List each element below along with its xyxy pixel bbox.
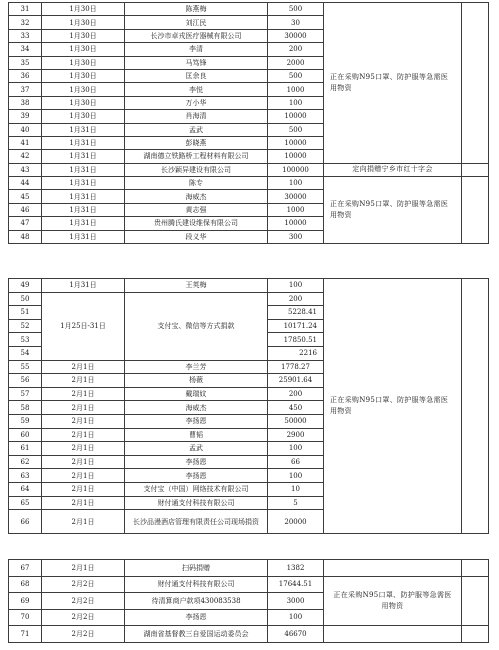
row-number: 34	[9, 43, 42, 56]
amount-cell: 2000	[268, 56, 324, 69]
date-cell: 1月30日	[42, 96, 125, 109]
donor-cell: 李清	[125, 43, 268, 56]
date-cell: 2月1日	[42, 442, 125, 456]
donor-cell: 刘江民	[125, 16, 268, 29]
date-cell: 2月1日	[42, 496, 125, 510]
donor-cell: 段义华	[125, 230, 268, 243]
group-date: 1月25日-31日	[42, 292, 125, 360]
date-cell: 2月1日	[42, 360, 125, 374]
row-number: 62	[9, 455, 42, 469]
amount-cell: 20000	[268, 510, 324, 534]
donor-cell: 陈燕梅	[125, 3, 268, 16]
row-number: 42	[9, 150, 42, 163]
date-cell: 2月1日	[42, 469, 125, 483]
amount-cell: 50000	[268, 414, 324, 428]
row-number: 53	[9, 333, 42, 347]
amount-cell: 200	[268, 43, 324, 56]
amount-cell: 1778.27	[268, 360, 324, 374]
amount-cell: 5228.41	[268, 306, 324, 320]
donation-table-page-2	[8, 278, 489, 534]
donor-cell: 李扬恩	[125, 469, 268, 483]
row-number: 64	[9, 482, 42, 496]
date-cell: 1月31日	[42, 163, 125, 176]
donor-cell: 支付宝（中国）网络技术有限公司	[125, 482, 268, 496]
extra-cell	[462, 177, 489, 244]
use-cell	[324, 560, 462, 577]
date-cell: 1月31日	[42, 279, 125, 293]
extra-cell	[462, 163, 489, 176]
amount-cell: 1000	[268, 203, 324, 216]
date-cell: 1月31日	[42, 190, 125, 203]
donor-cell: 长沙品漫酒店管理有限责任公司现场捐资	[125, 510, 268, 534]
date-cell: 1月31日	[42, 123, 125, 136]
amount-cell: 100000	[268, 163, 324, 176]
amount-cell: 500	[268, 69, 324, 82]
date-cell: 1月30日	[42, 69, 125, 82]
date-cell: 2月1日	[42, 374, 125, 388]
donor-cell: 彭晓燕	[125, 136, 268, 149]
extra-cell	[462, 3, 489, 164]
row-number: 52	[9, 319, 42, 333]
amount-cell: 5	[268, 496, 324, 510]
row-number: 57	[9, 387, 42, 401]
donor-cell: 长沙市卓戎医疗器械有限公司	[125, 29, 268, 42]
row-number: 67	[9, 560, 42, 577]
use-cell	[324, 626, 462, 643]
donor-cell: 财付通支付科技有限公司	[125, 496, 268, 510]
row-number: 39	[9, 110, 42, 123]
donor-cell: 扫码捐赠	[125, 560, 268, 577]
row-number: 68	[9, 576, 42, 593]
donor-cell: 杨薇	[125, 374, 268, 388]
amount-cell: 10000	[268, 136, 324, 149]
donor-cell: 孟武	[125, 442, 268, 456]
donor-cell: 湖南省基督教三自爱国运动委员会	[125, 626, 268, 643]
row-number: 54	[9, 346, 42, 360]
amount-cell: 1000	[268, 83, 324, 96]
row-number: 35	[9, 56, 42, 69]
amount-cell: 100	[268, 442, 324, 456]
use-cell: 正在采购N95口罩、防护服等急需医用物资	[324, 279, 462, 534]
row-number: 58	[9, 401, 42, 415]
amount-cell: 17850.51	[268, 333, 324, 347]
row-number: 51	[9, 306, 42, 320]
row-number: 41	[9, 136, 42, 149]
table-row	[9, 279, 489, 293]
donor-cell: 王英梅	[125, 279, 268, 293]
amount-cell: 1382	[268, 560, 324, 577]
date-cell: 2月2日	[42, 609, 125, 626]
amount-cell: 30000	[268, 29, 324, 42]
amount-cell: 10000	[268, 150, 324, 163]
extra-cell	[462, 279, 489, 534]
amount-cell: 17644.51	[268, 576, 324, 593]
row-number: 71	[9, 626, 42, 643]
donor-cell: 湖南德立铁路桥工程材料有限公司	[125, 150, 268, 163]
row-number: 47	[9, 217, 42, 230]
table-row	[9, 560, 489, 577]
amount-cell: 2216	[268, 346, 324, 360]
amount-cell: 100	[268, 469, 324, 483]
date-cell: 1月30日	[42, 3, 125, 16]
row-number: 61	[9, 442, 42, 456]
row-number: 31	[9, 3, 42, 16]
date-cell: 1月30日	[42, 29, 125, 42]
date-cell: 1月31日	[42, 203, 125, 216]
table-row	[9, 626, 489, 643]
amount-cell: 2900	[268, 428, 324, 442]
amount-cell: 100	[268, 177, 324, 190]
row-number: 38	[9, 96, 42, 109]
amount-cell: 3000	[268, 593, 324, 610]
amount-cell: 500	[268, 123, 324, 136]
amount-cell: 66	[268, 455, 324, 469]
table-row	[9, 3, 489, 16]
amount-cell: 30000	[268, 190, 324, 203]
donor-cell: 李扬恩	[125, 414, 268, 428]
donor-cell: 财付通支付科技有限公司	[125, 576, 268, 593]
date-cell: 1月31日	[42, 150, 125, 163]
amount-cell: 30	[268, 16, 324, 29]
date-cell: 2月1日	[42, 414, 125, 428]
donor-cell: 肖海清	[125, 110, 268, 123]
date-cell: 2月1日	[42, 387, 125, 401]
donor-cell: 匡余良	[125, 69, 268, 82]
amount-cell: 500	[268, 3, 324, 16]
table-row	[9, 177, 489, 190]
use-cell: 正在采购N95口罩、防护服等急需医用物资	[324, 3, 462, 164]
row-number: 44	[9, 177, 42, 190]
date-cell: 1月30日	[42, 56, 125, 69]
amount-cell: 100	[268, 96, 324, 109]
row-number: 43	[9, 163, 42, 176]
donor-cell: 李扬恩	[125, 609, 268, 626]
donor-cell: 长沙颖异建设有限公司	[125, 163, 268, 176]
amount-cell: 46670	[268, 626, 324, 643]
date-cell: 2月1日	[42, 510, 125, 534]
row-number: 32	[9, 16, 42, 29]
date-cell: 1月30日	[42, 110, 125, 123]
date-cell: 2月1日	[42, 560, 125, 577]
extra-cell	[462, 626, 489, 643]
amount-cell: 10	[268, 482, 324, 496]
row-number: 50	[9, 292, 42, 306]
table-row	[9, 576, 489, 593]
date-cell: 2月1日	[42, 401, 125, 415]
donation-table-page-3	[8, 559, 489, 643]
row-number: 45	[9, 190, 42, 203]
amount-cell: 200	[268, 387, 324, 401]
amount-cell: 100	[268, 279, 324, 293]
donor-cell: 李扬恩	[125, 455, 268, 469]
row-number: 37	[9, 83, 42, 96]
row-number: 63	[9, 469, 42, 483]
donor-cell: 李悦	[125, 83, 268, 96]
date-cell: 1月31日	[42, 136, 125, 149]
donor-cell: 曹韬	[125, 428, 268, 442]
donor-cell: 万小华	[125, 96, 268, 109]
donor-cell: 贵州腾氏建设维保有限公司	[125, 217, 268, 230]
use-cell: 定向捐赠宁乡市红十字会	[324, 163, 462, 176]
amount-cell: 200	[268, 292, 324, 306]
row-number: 48	[9, 230, 42, 243]
date-cell: 1月30日	[42, 16, 125, 29]
date-cell: 2月2日	[42, 626, 125, 643]
row-number: 40	[9, 123, 42, 136]
row-number: 33	[9, 29, 42, 42]
row-number: 60	[9, 428, 42, 442]
donor-cell: 戴瑞妏	[125, 387, 268, 401]
row-number: 65	[9, 496, 42, 510]
use-cell: 正在采购N95口罩、防护服等急需医用物资	[324, 576, 462, 626]
table-row	[9, 163, 489, 176]
row-number: 66	[9, 510, 42, 534]
date-cell: 2月2日	[42, 576, 125, 593]
donor-cell: 待清算商户款项430083538	[125, 593, 268, 610]
row-number: 69	[9, 593, 42, 610]
row-number: 49	[9, 279, 42, 293]
donor-cell: 黄志强	[125, 203, 268, 216]
group-donor: 支付宝、微信等方式捐款	[125, 292, 268, 360]
row-number: 59	[9, 414, 42, 428]
amount-cell: 300	[268, 230, 324, 243]
donation-table-page-1	[8, 2, 489, 244]
date-cell: 1月31日	[42, 217, 125, 230]
donor-cell: 马笃锋	[125, 56, 268, 69]
row-number: 70	[9, 609, 42, 626]
row-number: 46	[9, 203, 42, 216]
amount-cell: 10000	[268, 217, 324, 230]
row-number: 55	[9, 360, 42, 374]
donor-cell: 陈专	[125, 177, 268, 190]
date-cell: 2月1日	[42, 428, 125, 442]
extra-cell	[462, 560, 489, 577]
amount-cell: 10171.24	[268, 319, 324, 333]
date-cell: 1月30日	[42, 43, 125, 56]
amount-cell: 25901.64	[268, 374, 324, 388]
use-cell: 正在采购N95口罩、防护服等急需医用物资	[324, 177, 462, 244]
extra-cell	[462, 576, 489, 626]
date-cell: 2月1日	[42, 482, 125, 496]
date-cell: 1月31日	[42, 230, 125, 243]
donor-cell: 李兰芳	[125, 360, 268, 374]
donor-cell: 孟武	[125, 123, 268, 136]
amount-cell: 10000	[268, 110, 324, 123]
amount-cell: 450	[268, 401, 324, 415]
donor-cell: 海威杰	[125, 190, 268, 203]
date-cell: 2月2日	[42, 593, 125, 610]
date-cell: 2月1日	[42, 455, 125, 469]
row-number: 56	[9, 374, 42, 388]
date-cell: 1月31日	[42, 177, 125, 190]
date-cell: 1月30日	[42, 83, 125, 96]
donor-cell: 海威杰	[125, 401, 268, 415]
row-number: 36	[9, 69, 42, 82]
amount-cell: 100	[268, 609, 324, 626]
